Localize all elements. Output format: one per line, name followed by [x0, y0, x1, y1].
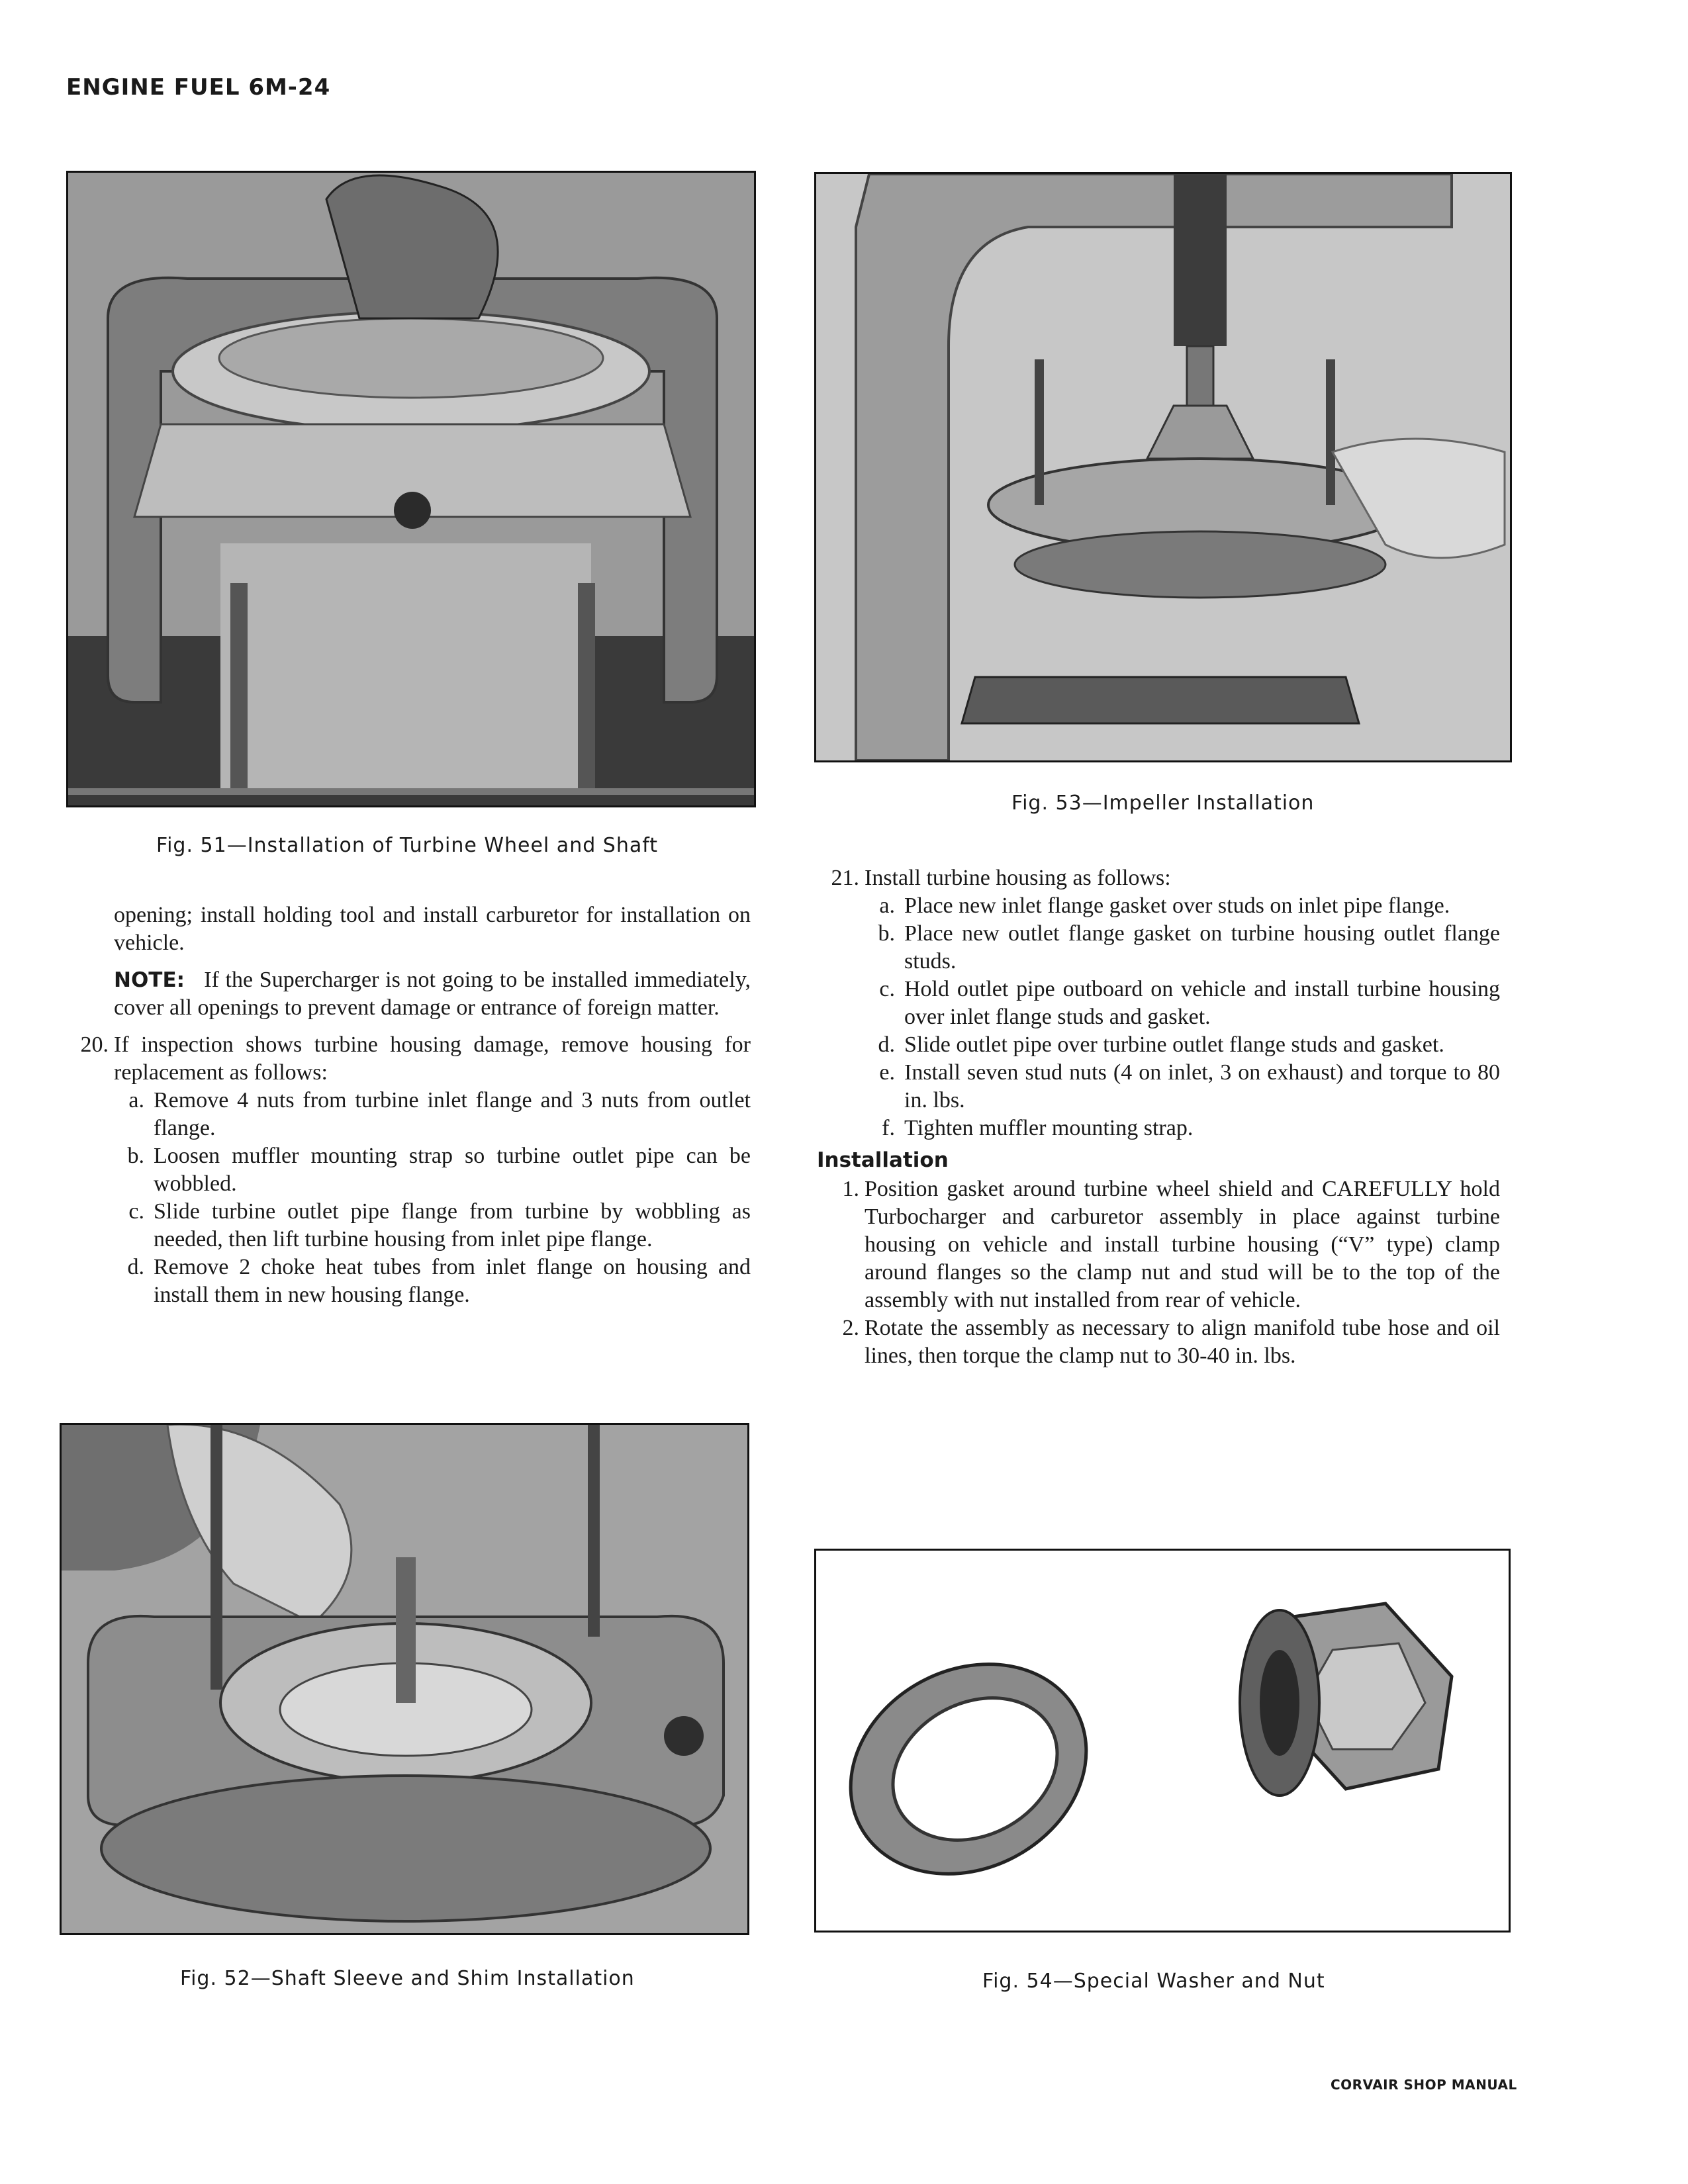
- right-column: [817, 864, 1500, 1370]
- figure-51-caption: Fig. 51—Installation of Turbine Wheel and Shaft: [156, 834, 659, 857]
- page-footer: CORVAIR SHOP MANUAL: [1331, 2077, 1517, 2093]
- continued-paragraph: opening; install holding tool and install carburetor for installation on vehicle.: [114, 903, 751, 955]
- sub-text: Tighten muffler mounting strap.: [904, 1116, 1194, 1140]
- sub-text: Slide turbine outlet pipe flange from turbine by wobbling as needed, then lift turbine housing from inlet pipe flange.: [154, 1199, 751, 1251]
- sub-letter: a.: [128, 1088, 144, 1113]
- sub-letter: d.: [127, 1255, 144, 1279]
- sub-text: Place new outlet flange gasket on turbine housing outlet flange studs.: [904, 921, 1500, 974]
- step-20-c: [114, 1198, 751, 1253]
- sub-text: Remove 4 nuts from turbine inlet flange and 3 nuts from outlet flange.: [154, 1088, 751, 1140]
- sub-letter: c.: [128, 1199, 144, 1224]
- note-paragraph: [114, 966, 751, 1022]
- install-step-1: [842, 1175, 1500, 1314]
- step-20-d: [114, 1253, 751, 1309]
- figure-52-photo: [60, 1423, 749, 1935]
- step-number: 2.: [842, 1316, 859, 1340]
- sub-letter: b.: [127, 1144, 144, 1168]
- note-text: If the Supercharger is not going to be installed immediately, cover all openings to prevent damage or entrance of foreign matter.: [114, 968, 751, 1020]
- installation-heading: Installation: [817, 1148, 949, 1172]
- step-20: [80, 1031, 751, 1309]
- step-number: 1.: [842, 1177, 859, 1201]
- step-text: Rotate the assembly as necessary to align manifold tube hose and oil lines, then torque the clamp nut to 30-40 in. lbs.: [865, 1316, 1500, 1368]
- step-text: Install turbine housing as follows:: [865, 866, 1171, 890]
- step-20-b: [114, 1142, 751, 1198]
- step-number: 21.: [831, 866, 859, 890]
- left-column: [80, 901, 751, 1309]
- sub-letter: b.: [878, 921, 895, 946]
- sub-letter: d.: [878, 1032, 895, 1057]
- sub-letter: f.: [882, 1116, 895, 1140]
- figure-53-photo: [814, 172, 1512, 762]
- step-21-e: [865, 1059, 1500, 1115]
- step-21-f: [865, 1115, 1500, 1142]
- sub-letter: c.: [879, 977, 895, 1001]
- step-21-d: [865, 1031, 1500, 1059]
- install-step-2: [842, 1314, 1500, 1370]
- step-text: If inspection shows turbine housing damage, remove housing for replacement as follows:: [114, 1032, 751, 1085]
- figure-52-caption: Fig. 52—Shaft Sleeve and Shim Installation: [180, 1967, 635, 1990]
- page-header: ENGINE FUEL 6M-24: [66, 74, 331, 101]
- step-21-b: [865, 920, 1500, 976]
- sub-letter: a.: [879, 893, 895, 918]
- step-21-a: [865, 892, 1500, 920]
- sub-text: Remove 2 choke heat tubes from inlet flange on housing and install them in new housing flange.: [154, 1255, 751, 1307]
- sub-text: Slide outlet pipe over turbine outlet flange studs and gasket.: [904, 1032, 1444, 1057]
- sub-text: Install seven stud nuts (4 on inlet, 3 on exhaust) and torque to 80 in. lbs.: [904, 1060, 1500, 1113]
- step-20-a: [114, 1087, 751, 1142]
- step-21: [831, 864, 1500, 1142]
- step-21-c: [865, 976, 1500, 1031]
- step-number: 20.: [80, 1032, 109, 1057]
- figure-54-photo: [814, 1549, 1511, 1933]
- sub-text: Hold outlet pipe outboard on vehicle and install turbine housing over inlet flange studs and gasket.: [904, 977, 1500, 1029]
- figure-54-caption: Fig. 54—Special Washer and Nut: [982, 1970, 1325, 1993]
- figure-53-caption: Fig. 53—Impeller Installation: [1011, 792, 1315, 815]
- note-label: NOTE:: [114, 968, 185, 992]
- sub-letter: e.: [879, 1060, 895, 1085]
- step-text: Position gasket around turbine wheel shield and CAREFULLY hold Turbocharger and carburetor assembly in place against turbine housing on vehicle and install turbine housing (“V” type) clamp around flanges so the clamp nut and stud will be to the top of the assembly with nut installed from rear of vehicle.: [865, 1177, 1500, 1312]
- sub-text: Loosen muffler mounting strap so turbine outlet pipe can be wobbled.: [154, 1144, 751, 1196]
- sub-text: Place new inlet flange gasket over studs on inlet pipe flange.: [904, 893, 1450, 918]
- figure-51-photo: [66, 171, 756, 807]
